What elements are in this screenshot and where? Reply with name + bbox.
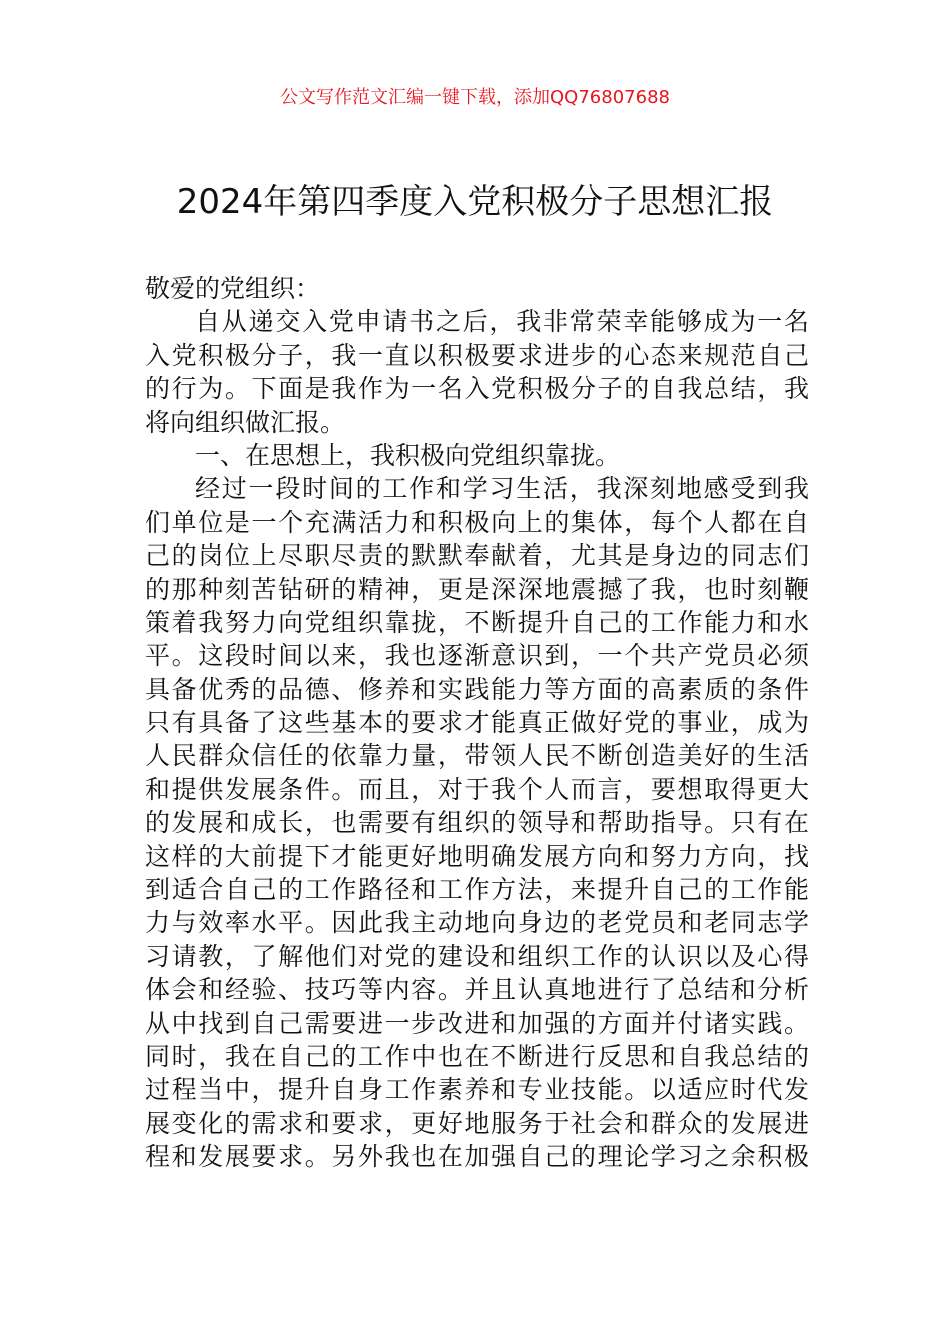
paragraph-line: 力与效率水平。因此我主动地向身边的老党员和老同志学 <box>145 908 809 938</box>
paragraph-line: 入党积极分子，我一直以积极要求进步的心态来规范自己 <box>145 340 809 370</box>
paragraph-line: 展变化的需求和要求，更好地服务于社会和群众的发展进 <box>145 1108 809 1138</box>
paragraph-line: 经过一段时间的工作和学习生活，我深刻地感受到我 <box>195 474 809 504</box>
paragraph-intro <box>145 305 809 439</box>
section-heading-1 <box>145 439 809 472</box>
paragraph-line: 习请教，了解他们对党的建设和组织工作的认识以及心得 <box>145 941 809 971</box>
paragraph-line: 体会和经验、技巧等内容。并且认真地进行了总结和分析 <box>145 975 809 1005</box>
document-body <box>145 272 809 1174</box>
paragraph-line: 只有具备了这些基本的要求才能真正做好党的事业，成为 <box>145 708 809 738</box>
paragraph-line: 平。这段时间以来，我也逐渐意识到，一个共产党员必须 <box>145 641 809 671</box>
paragraph-line: 策着我努力向党组织靠拢，不断提升自己的工作能力和水 <box>145 607 809 637</box>
paragraph-line: 自从递交入党申请书之后，我非常荣幸能够成为一名 <box>195 307 809 337</box>
paragraph-line: 程和发展要求。另外我也在加强自己的理论学习之余积极 <box>145 1142 809 1172</box>
paragraph-line: 和提供发展条件。而且，对于我个人而言，要想取得更大 <box>145 774 809 804</box>
paragraph-line: 的行为。下面是我作为一名入党积极分子的自我总结，我 <box>145 374 809 404</box>
section-heading: 一、在思想上，我积极向党组织靠拢。 <box>195 440 621 470</box>
paragraph-line: 具备优秀的品德、修养和实践能力等方面的高素质的条件 <box>145 674 809 704</box>
paragraph-line: 的那种刻苦钻研的精神，更是深深地震撼了我，也时刻鞭 <box>145 574 809 604</box>
paragraph-body <box>145 472 809 1173</box>
watermark-banner: 公文写作范文汇编一键下载，添加QQ76807688 <box>280 87 670 108</box>
document-title: 2024年第四季度入党积极分子思想汇报 <box>176 182 774 222</box>
paragraph-line: 人民群众信任的依靠力量，带领人民不断创造美好的生活 <box>145 741 809 771</box>
paragraph-line: 同时，我在自己的工作中也在不断进行反思和自我总结的 <box>145 1041 809 1071</box>
paragraph-line: 这样的大前提下才能更好地明确发展方向和努力方向，找 <box>145 841 809 871</box>
paragraph-line: 己的岗位上尽职尽责的默默奉献着，尤其是身边的同志们 <box>145 541 809 571</box>
paragraph-line: 从中找到自己需要进一步改进和加强的方面并付诸实践。 <box>145 1008 809 1038</box>
paragraph-line: 们单位是一个充满活力和积极向上的集体，每个人都在自 <box>145 507 809 537</box>
paragraph-line: 过程当中，提升自身工作素养和专业技能。以适应时代发 <box>145 1075 809 1105</box>
paragraph-line: 到适合自己的工作路径和工作方法，来提升自己的工作能 <box>145 875 809 905</box>
salutation: 敬爱的党组织： <box>145 274 321 303</box>
paragraph-line: 的发展和成长，也需要有组织的领导和帮助指导。只有在 <box>145 808 809 838</box>
paragraph-line: 将向组织做汇报。 <box>145 407 346 437</box>
